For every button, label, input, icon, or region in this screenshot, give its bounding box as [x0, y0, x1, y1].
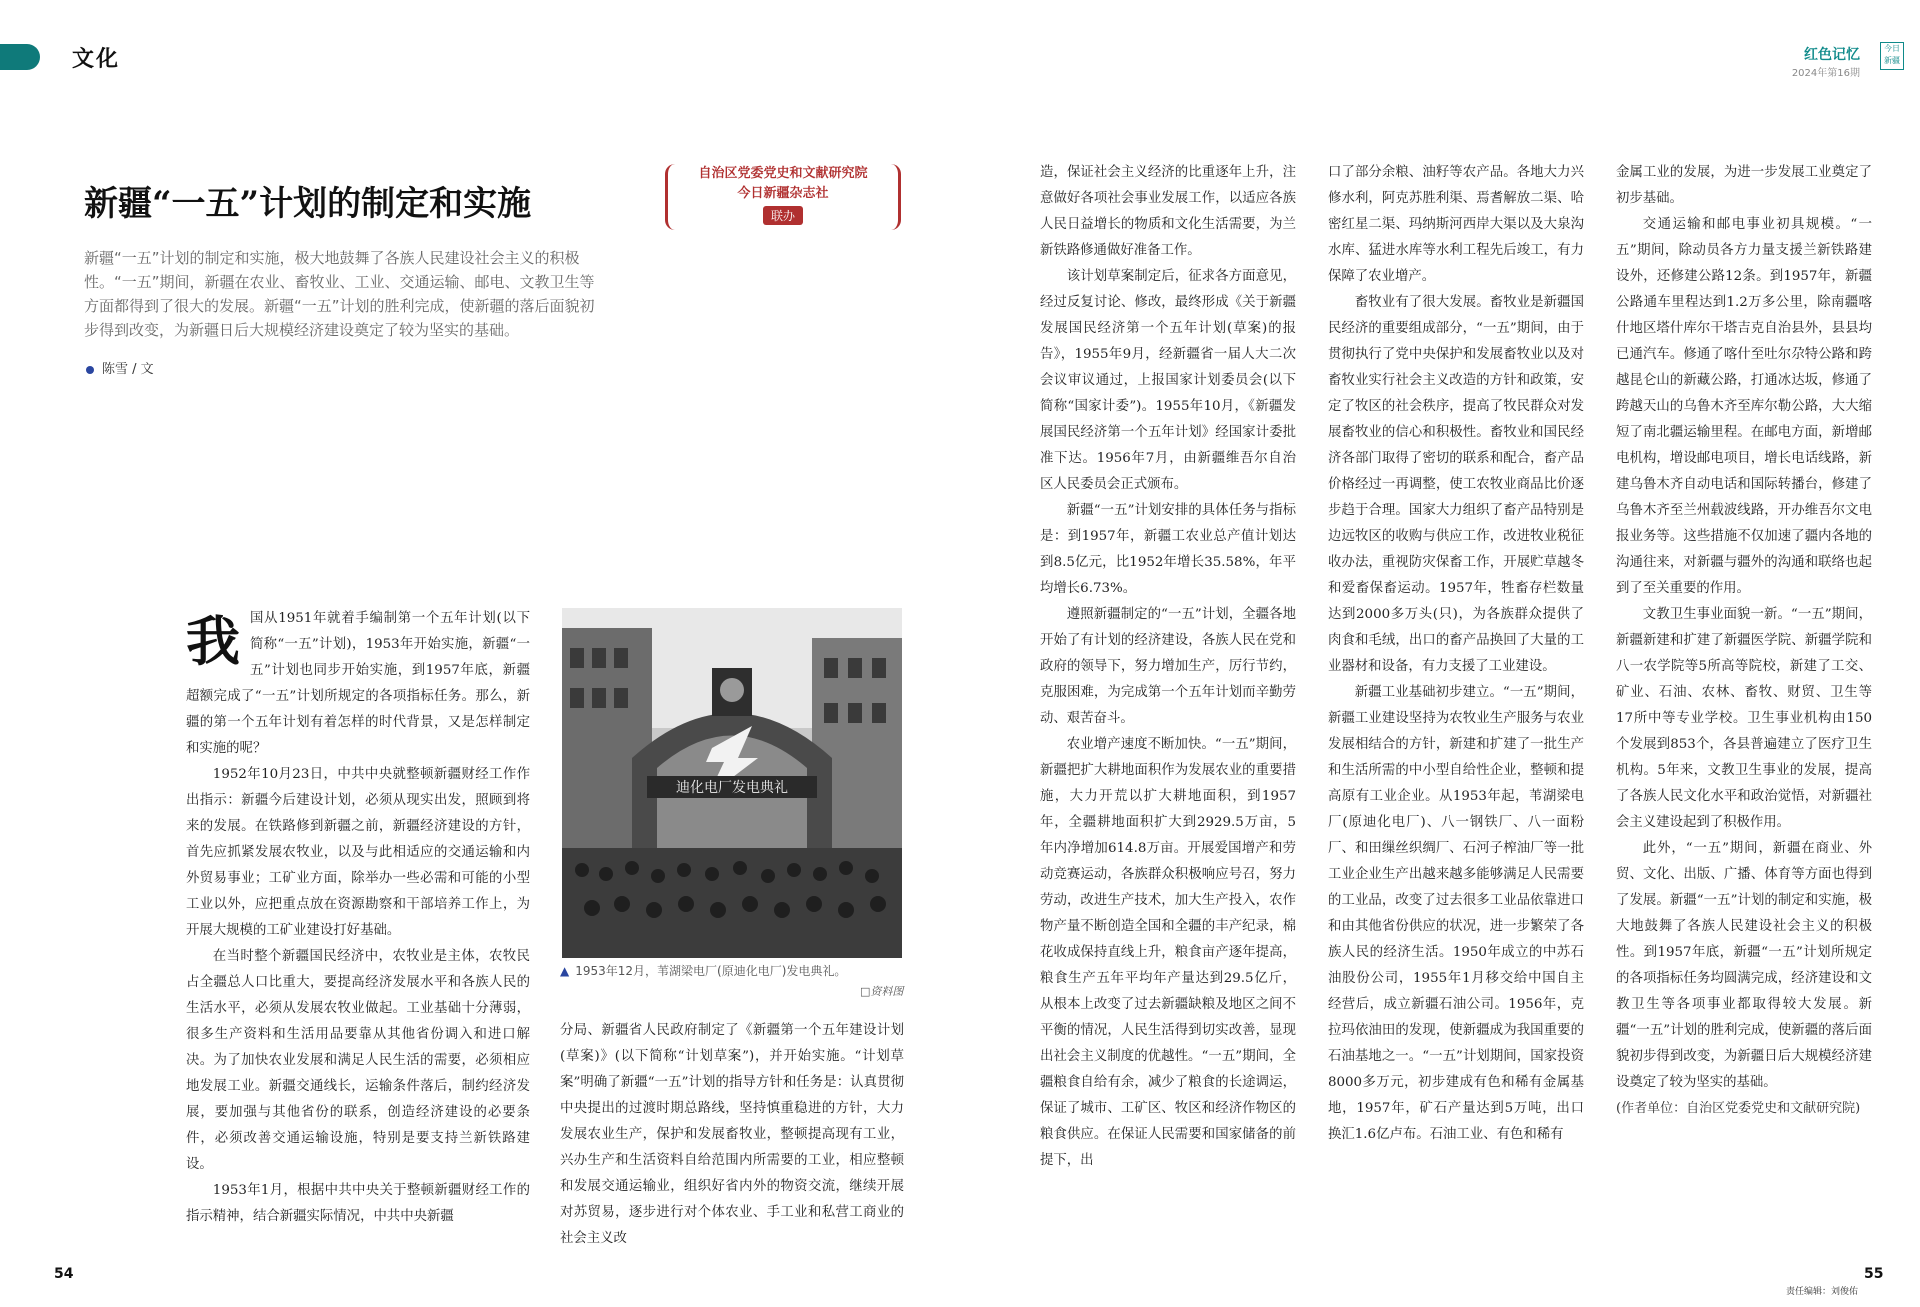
photo-power-plant-ceremony: [562, 608, 902, 958]
organizer-line-1: 自治区党委党史和文献研究院: [698, 166, 868, 181]
paragraph: 在当时整个新疆国民经济中，农牧业是主体，农牧民占全疆总人口比重大，要提高经济发展水平和各族人民的生活水平，必须从发展农牧业做起。工业基础十分薄弱，很多生产资料和生活用品要靠从其他省份调入和进口解决。为了加快农业发展和满足人民生活的需要，必须相应地发展工业。新疆交通线长，运输条件落后，制约经济发展，要加强与其他省份的联系，创造经济建设的必要条件，必须改善交通运输设施，特别是要支持兰新铁路建设。: [186, 949, 530, 1172]
photo-banner-text: 迪化电厂发电典礼: [676, 780, 788, 796]
byline-dot-icon: [86, 366, 94, 374]
brand-logo: 今日新疆: [1880, 42, 1904, 70]
photo-image: [562, 608, 902, 958]
column-4: [1328, 160, 1584, 1148]
paragraph: 口了部分余粮、油籽等农产品。各地大力兴修水利，阿克苏胜利渠、焉耆解放二渠、哈密红星二渠、玛纳斯河西岸大渠以及大泉沟水库、猛进水库等水利工程先后竣工，有力保障了农业增产。: [1328, 165, 1584, 284]
responsible-editor: 责任编辑：刘俊佑: [1785, 1287, 1858, 1297]
column-3: [1040, 160, 1296, 1174]
paragraph: 新疆工业基础初步建立。“一五”期间，新疆工业建设坚持为农牧业生产服务与农业发展相结合的方针，新建和扩建了一批生产和生活所需的中小型自给性企业，整顿和提高原有工业企业。从1953年起，苇湖梁电厂(原迪化电厂)、八一钢铁厂、八一面粉厂、和田缫丝织绸厂、石河子榨油厂等一批工业企业生产出越来越多能够满足人民需要的工业品，改变了过去很多工业品依靠进口和由其他省份供应的状况，进一步繁荣了各族人民的经济生活。1950年成立的中苏石油股份公司，1955年1月移交给中国自主经营后，成立新疆石油公司。1956年，克拉玛依油田的发现，使新疆成为我国重要的石油基地之一。“一五”计划期间，国家投资8000多万元，初步建成有色和稀有金属基地，1957年，矿石产量达到5万吨，出口换汇1.6亿卢布。石油工业、有色和稀有: [1328, 685, 1584, 1142]
brand-title: 红色记忆: [1804, 47, 1860, 63]
column-1: [186, 606, 530, 1230]
joint-badge: 联办: [763, 206, 803, 225]
paragraph: 国从1951年就着手编制第一个五年计划(以下简称“一五”计划)，1953年开始实施，新疆“一五”计划也同步开始实施，到1957年底，新疆超额完成了“一五”计划所规定的各项指标任务。那么，新疆的第一个五年计划有着怎样的时代背景，又是怎样制定和实施的呢？: [186, 611, 530, 756]
paragraph: 此外，“一五”期间，新疆在商业、外贸、文化、出版、广播、体育等方面也得到了发展。新疆“一五”计划的制定和实施，极大地鼓舞了各族人民建设社会主义的积极性。到1957年底，新疆“一五”计划所规定的各项指标任务均圆满完成，经济建设和文教卫生等各项事业都取得较大发展。新疆“一五”计划的胜利完成，使新疆的落后面貌初步得到改变，为新疆日后大规模经济建设奠定了较为坚实的基础。: [1616, 841, 1872, 1090]
column-5: [1616, 160, 1872, 1122]
photo-credit: □资料图: [860, 985, 904, 998]
paragraph: 1952年10月23日，中共中央就整顿新疆财经工作作出指示：新疆今后建设计划，必须从现实出发，照顾到将来的发展。在铁路修到新疆之前，新疆经济建设的方针，首先应抓紧发展农牧业，以及与此相适应的交通运输和内外贸易事业；工矿业方面，除举办一些必需和可能的小型工业以外，应把重点放在资源勘察和干部培养工作上，为开展大规模的工矿业建设打好基础。: [186, 767, 530, 938]
organizer-line-2: 今日新疆杂志社: [737, 186, 829, 201]
article-lede: 新疆“一五”计划的制定和实施，极大地鼓舞了各族人民建设社会主义的积极性。“一五”期间，新疆在农业、畜牧业、工业、交通运输、邮电、文教卫生等方面都得到了很大的发展。新疆“一五”计划的胜利完成，使新疆的落后面貌初步得到改变，为新疆日后大规模经济建设奠定了较为坚实的基础。: [84, 249, 595, 339]
caption-triangle-icon: ▲: [560, 964, 570, 978]
section-label: 文化: [72, 47, 121, 72]
byline: [86, 358, 154, 377]
paragraph: 文教卫生事业面貌一新。“一五”期间，新疆新建和扩建了新疆医学院、新疆学院和八一农学院等5所高等院校，新建了工交、矿业、石油、农林、畜牧、财贸、卫生等17所中等专业学校。卫生事业机构由150个发展到853个，各县普遍建立了医疗卫生机构。5年来，文教卫生事业的发展，提高了各族人民文化水平和政治觉悟，对新疆社会主义建设起到了积极作用。: [1616, 607, 1872, 830]
paragraph: 交通运输和邮电事业初具规模。“一五”期间，除动员各方力量支援兰新铁路建设外，还修建公路12条。到1957年，新疆公路通车里程达到1.2万多公里，除南疆喀什地区塔什库尔干塔吉克自治县外，县县均已通汽车。修通了喀什至吐尔尕特公路和跨越昆仑山的新藏公路，打通冰达坂，修通了跨越天山的乌鲁木齐至库尔勒公路，大大缩短了南北疆运输里程。在邮电方面，新增邮电机构，增设邮电项目，增长电话线路，新建乌鲁木齐自动电话和国际转播台，修建了乌鲁木齐至兰州载波线路，开办维吾尔文电报业务等。这些措施不仅加速了疆内各地的沟通往来，对新疆与疆外的沟通和联络也起到了至关重要的作用。: [1616, 217, 1872, 596]
paragraph: 1953年1月，根据中共中央关于整顿新疆财经工作的指示精神，结合新疆实际情况，中共中央新疆: [186, 1183, 530, 1224]
paragraph: 畜牧业有了很大发展。畜牧业是新疆国民经济的重要组成部分，“一五”期间，由于贯彻执行了党中央保护和发展畜牧业以及对畜牧业实行社会主义改造的方针和政策，安定了牧区的社会秩序，提高了牧民群众对发展畜牧业的信心和积极性。畜牧业和国民经济各部门取得了密切的联系和配合，畜产品价格经过一再调整，使工农牧业商品比价逐步趋于合理。国家大力组织了畜产品特别是边远牧区的收购与供应工作，改进牧业税征收办法，重视防灾保畜工作，开展贮草越冬和爱畜保畜运动。1957年，牲畜存栏数量达到2000多万头(只)，为各族群众提供了肉食和毛绒，出口的畜产品换回了大量的工业器材和设备，有力支援了工业建设。: [1328, 295, 1584, 674]
column-2: [560, 1018, 904, 1252]
paragraph: 该计划草案制定后，征求各方面意见，经过反复讨论、修改，最终形成《关于新疆发展国民经济第一个五年计划(草案)的报告》，1955年9月，经新疆省一届人大二次会议审议通过，上报国家计划委员会(以下简称“国家计委”)。1955年10月，《新疆发展国民经济第一个五年计划》经国家计委批准下达。1956年7月，由新疆维吾尔自治区人民委员会正式颁布。: [1040, 269, 1296, 492]
section-tab-marker: [0, 44, 40, 70]
paragraph: 农业增产速度不断加快。“一五”期间，新疆把扩大耕地面积作为发展农业的重要措施，大力开荒以扩大耕地面积，到1957年，全疆耕地面积扩大到2929.5万亩，5年内净增加614.8万亩。开展爱国增产和劳动竞赛运动，各族群众积极响应号召，努力劳动，改进生产技术，加大生产投入，农作物产量不断创造全国和全疆的丰产纪录，棉花收成保持直线上升，粮食亩产逐年提高，粮食生产五年平均年产量达到29.5亿斤，从根本上改变了过去新疆缺粮及地区之间不平衡的情况，人民生活得到切实改善，显现出社会主义制度的优越性。“一五”期间，全疆粮食自给有余，减少了粮食的长途调运，保证了城市、工矿区、牧区和经济作物区的粮食供应。在保证人民需要和国家储备的前提下，出: [1040, 737, 1296, 1168]
photo-caption: [560, 962, 846, 979]
paragraph: 金属工业的发展，为进一步发展工业奠定了初步基础。: [1616, 165, 1872, 206]
byline-text: 陈雪 / 文: [102, 362, 154, 377]
page-number-left: 54: [54, 1266, 74, 1282]
brand-issue: 2024年第16期: [1791, 68, 1860, 79]
paragraph: 新疆“一五”计划安排的具体任务与指标是：到1957年，新疆工农业总产值计划达到8.5亿元，比1952年增长35.58%，年平均增长6.73%。: [1040, 503, 1296, 596]
paragraph: 遵照新疆制定的“一五”计划，全疆各地开始了有计划的经济建设，各族人民在党和政府的领导下，努力增加生产，厉行节约，克服困难，为完成第一个五年计划而辛勤劳动、艰苦奋斗。: [1040, 607, 1296, 726]
author-affiliation: (作者单位：自治区党委党史和文献研究院): [1616, 1101, 1861, 1116]
brand-block: [1792, 44, 1860, 79]
organizer-box: [665, 164, 901, 230]
paragraph: 造，保证社会主义经济的比重逐年上升，注意做好各项社会事业发展工作，以适应各族人民日益增长的物质和文化生活需要，为兰新铁路修通做好准备工作。: [1040, 165, 1296, 258]
caption-text: 1953年12月，苇湖梁电厂(原迪化电厂)发电典礼。: [575, 964, 847, 978]
page-number-right: 55: [1864, 1266, 1884, 1282]
drop-cap: 我: [186, 609, 240, 673]
article-title: 新疆“一五”计划的制定和实施: [84, 184, 532, 224]
paragraph: 分局、新疆省人民政府制定了《新疆第一个五年建设计划(草案)》(以下简称“计划草案”)，并开始实施。“计划草案”明确了新疆“一五”计划的指导方针和任务是：认真贯彻中央提出的过渡时期总路线，坚持慎重稳进的方针，大力发展农业生产，保护和发展畜牧业，整顿提高现有工业，兴办生产和生活资料自给范围内所需要的工业，相应整顿和发展交通运输业，组织好省内外的物资交流，继续开展对苏贸易，逐步进行对个体农业、手工业和私营工商业的社会主义改: [560, 1023, 904, 1246]
